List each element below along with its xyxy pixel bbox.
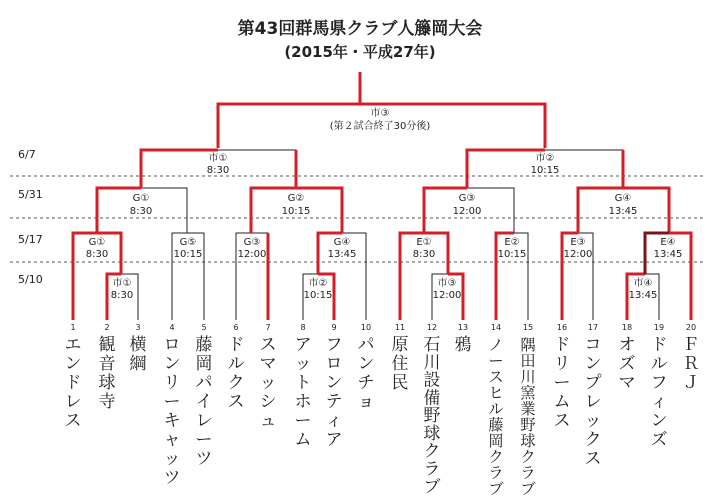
team-name: 隅田川窯業野球クラブ xyxy=(520,336,536,498)
match-venue: 市② xyxy=(535,153,555,164)
team-number: 15 xyxy=(522,323,534,332)
date-label: 6/7 xyxy=(18,148,36,161)
team-number: 9 xyxy=(331,323,337,332)
match-venue: G① xyxy=(132,193,150,204)
team-name: ロンリーキャッツ xyxy=(163,335,181,488)
match-venue: 市② xyxy=(308,278,328,289)
team-name: ドルフィンズ xyxy=(650,335,668,450)
team-number: 20 xyxy=(685,323,697,332)
date-label: 5/17 xyxy=(18,233,43,246)
match-time: 10:15 xyxy=(303,290,333,301)
match-venue: G③ xyxy=(243,237,261,248)
team-number: 7 xyxy=(265,323,271,332)
team-number: 14 xyxy=(490,323,502,332)
team-number: 8 xyxy=(300,323,306,332)
team-number: 2 xyxy=(104,323,110,332)
page-subtitle: (2015年・平成27年) xyxy=(284,43,436,61)
match-time: 12:00 xyxy=(237,249,267,260)
match-time: 12:00 xyxy=(452,206,482,217)
team-name: 観音球寺 xyxy=(98,335,116,412)
match-venue: G② xyxy=(287,193,305,204)
match-venue: G④ xyxy=(333,237,351,248)
team-name: 石川設備野球クラブ xyxy=(423,334,441,497)
date-label: 5/31 xyxy=(18,188,43,201)
team-number: 1 xyxy=(70,323,76,332)
team-name: 原住民 xyxy=(391,335,409,393)
team-name: フロンティア xyxy=(325,335,343,450)
team-number: 4 xyxy=(169,323,175,332)
match-time: 13:45 xyxy=(653,249,683,260)
match-venue: 市④ xyxy=(633,278,653,289)
team-name: ＦＲＪ xyxy=(682,335,700,393)
team-name: コンプレックス xyxy=(584,335,602,469)
match-time: 8:30 xyxy=(110,290,134,301)
team-number: 3 xyxy=(135,323,141,332)
match-time: 10:15 xyxy=(497,249,527,260)
match-time: 12:00 xyxy=(432,290,462,301)
match-venue: E① xyxy=(416,237,432,248)
match-venue: 市③ xyxy=(437,278,457,289)
match-note: (第２試合終了30分後) xyxy=(329,121,431,132)
team-name: パンチョ xyxy=(357,335,375,412)
match-venue: G③ xyxy=(458,193,476,204)
team-name: アットホーム xyxy=(294,335,312,450)
match-venue: E④ xyxy=(660,237,676,248)
match-time: 10:15 xyxy=(173,249,203,260)
match-venue: 市① xyxy=(112,278,132,289)
match-venue: 市③ xyxy=(370,108,390,119)
match-time: 8:30 xyxy=(412,249,436,260)
team-number: 19 xyxy=(653,323,665,332)
match-venue: G① xyxy=(88,237,106,248)
match-venue: E② xyxy=(504,237,520,248)
match-time: 10:15 xyxy=(281,206,311,217)
date-rows xyxy=(10,148,705,286)
team-list xyxy=(65,323,700,498)
team-number: 12 xyxy=(426,323,438,332)
match-time: 13:45 xyxy=(628,290,658,301)
team-name: スマッシュ xyxy=(259,335,277,431)
team-name: ドリームス xyxy=(553,335,571,431)
page-title: 第43回群馬県クラブ人籐岡大会 xyxy=(237,19,483,39)
team-name: 鴉 xyxy=(454,335,472,355)
team-name: ドルクス xyxy=(227,335,245,412)
team-name: エンドレス xyxy=(64,335,82,431)
team-number: 10 xyxy=(360,323,372,332)
match-time: 13:45 xyxy=(327,249,357,260)
team-name: 藤岡パイレーツ xyxy=(195,335,213,469)
date-label: 5/10 xyxy=(18,273,43,286)
match-time: 8:30 xyxy=(129,206,153,217)
match-time: 12:00 xyxy=(563,249,593,260)
team-name: オズマ xyxy=(618,335,636,393)
bracket-lines xyxy=(73,104,691,320)
team-number: 11 xyxy=(394,323,406,332)
match-time: 10:15 xyxy=(530,165,560,176)
match-time: 8:30 xyxy=(85,249,109,260)
team-number: 16 xyxy=(556,323,568,332)
team-name: 横綱 xyxy=(129,335,147,374)
team-number: 6 xyxy=(233,323,239,332)
team-number: 13 xyxy=(457,323,469,332)
match-venue: G⑤ xyxy=(179,237,197,248)
team-name: ノースヒル藤岡クラブ xyxy=(488,336,504,498)
team-number: 18 xyxy=(621,323,633,332)
match-venue: E③ xyxy=(570,237,586,248)
match-time: 13:45 xyxy=(608,206,638,217)
team-number: 5 xyxy=(201,323,207,332)
match-venue: 市① xyxy=(208,153,228,164)
match-time: 8:30 xyxy=(206,165,230,176)
team-number: 17 xyxy=(587,323,599,332)
match-venue: G④ xyxy=(614,193,632,204)
